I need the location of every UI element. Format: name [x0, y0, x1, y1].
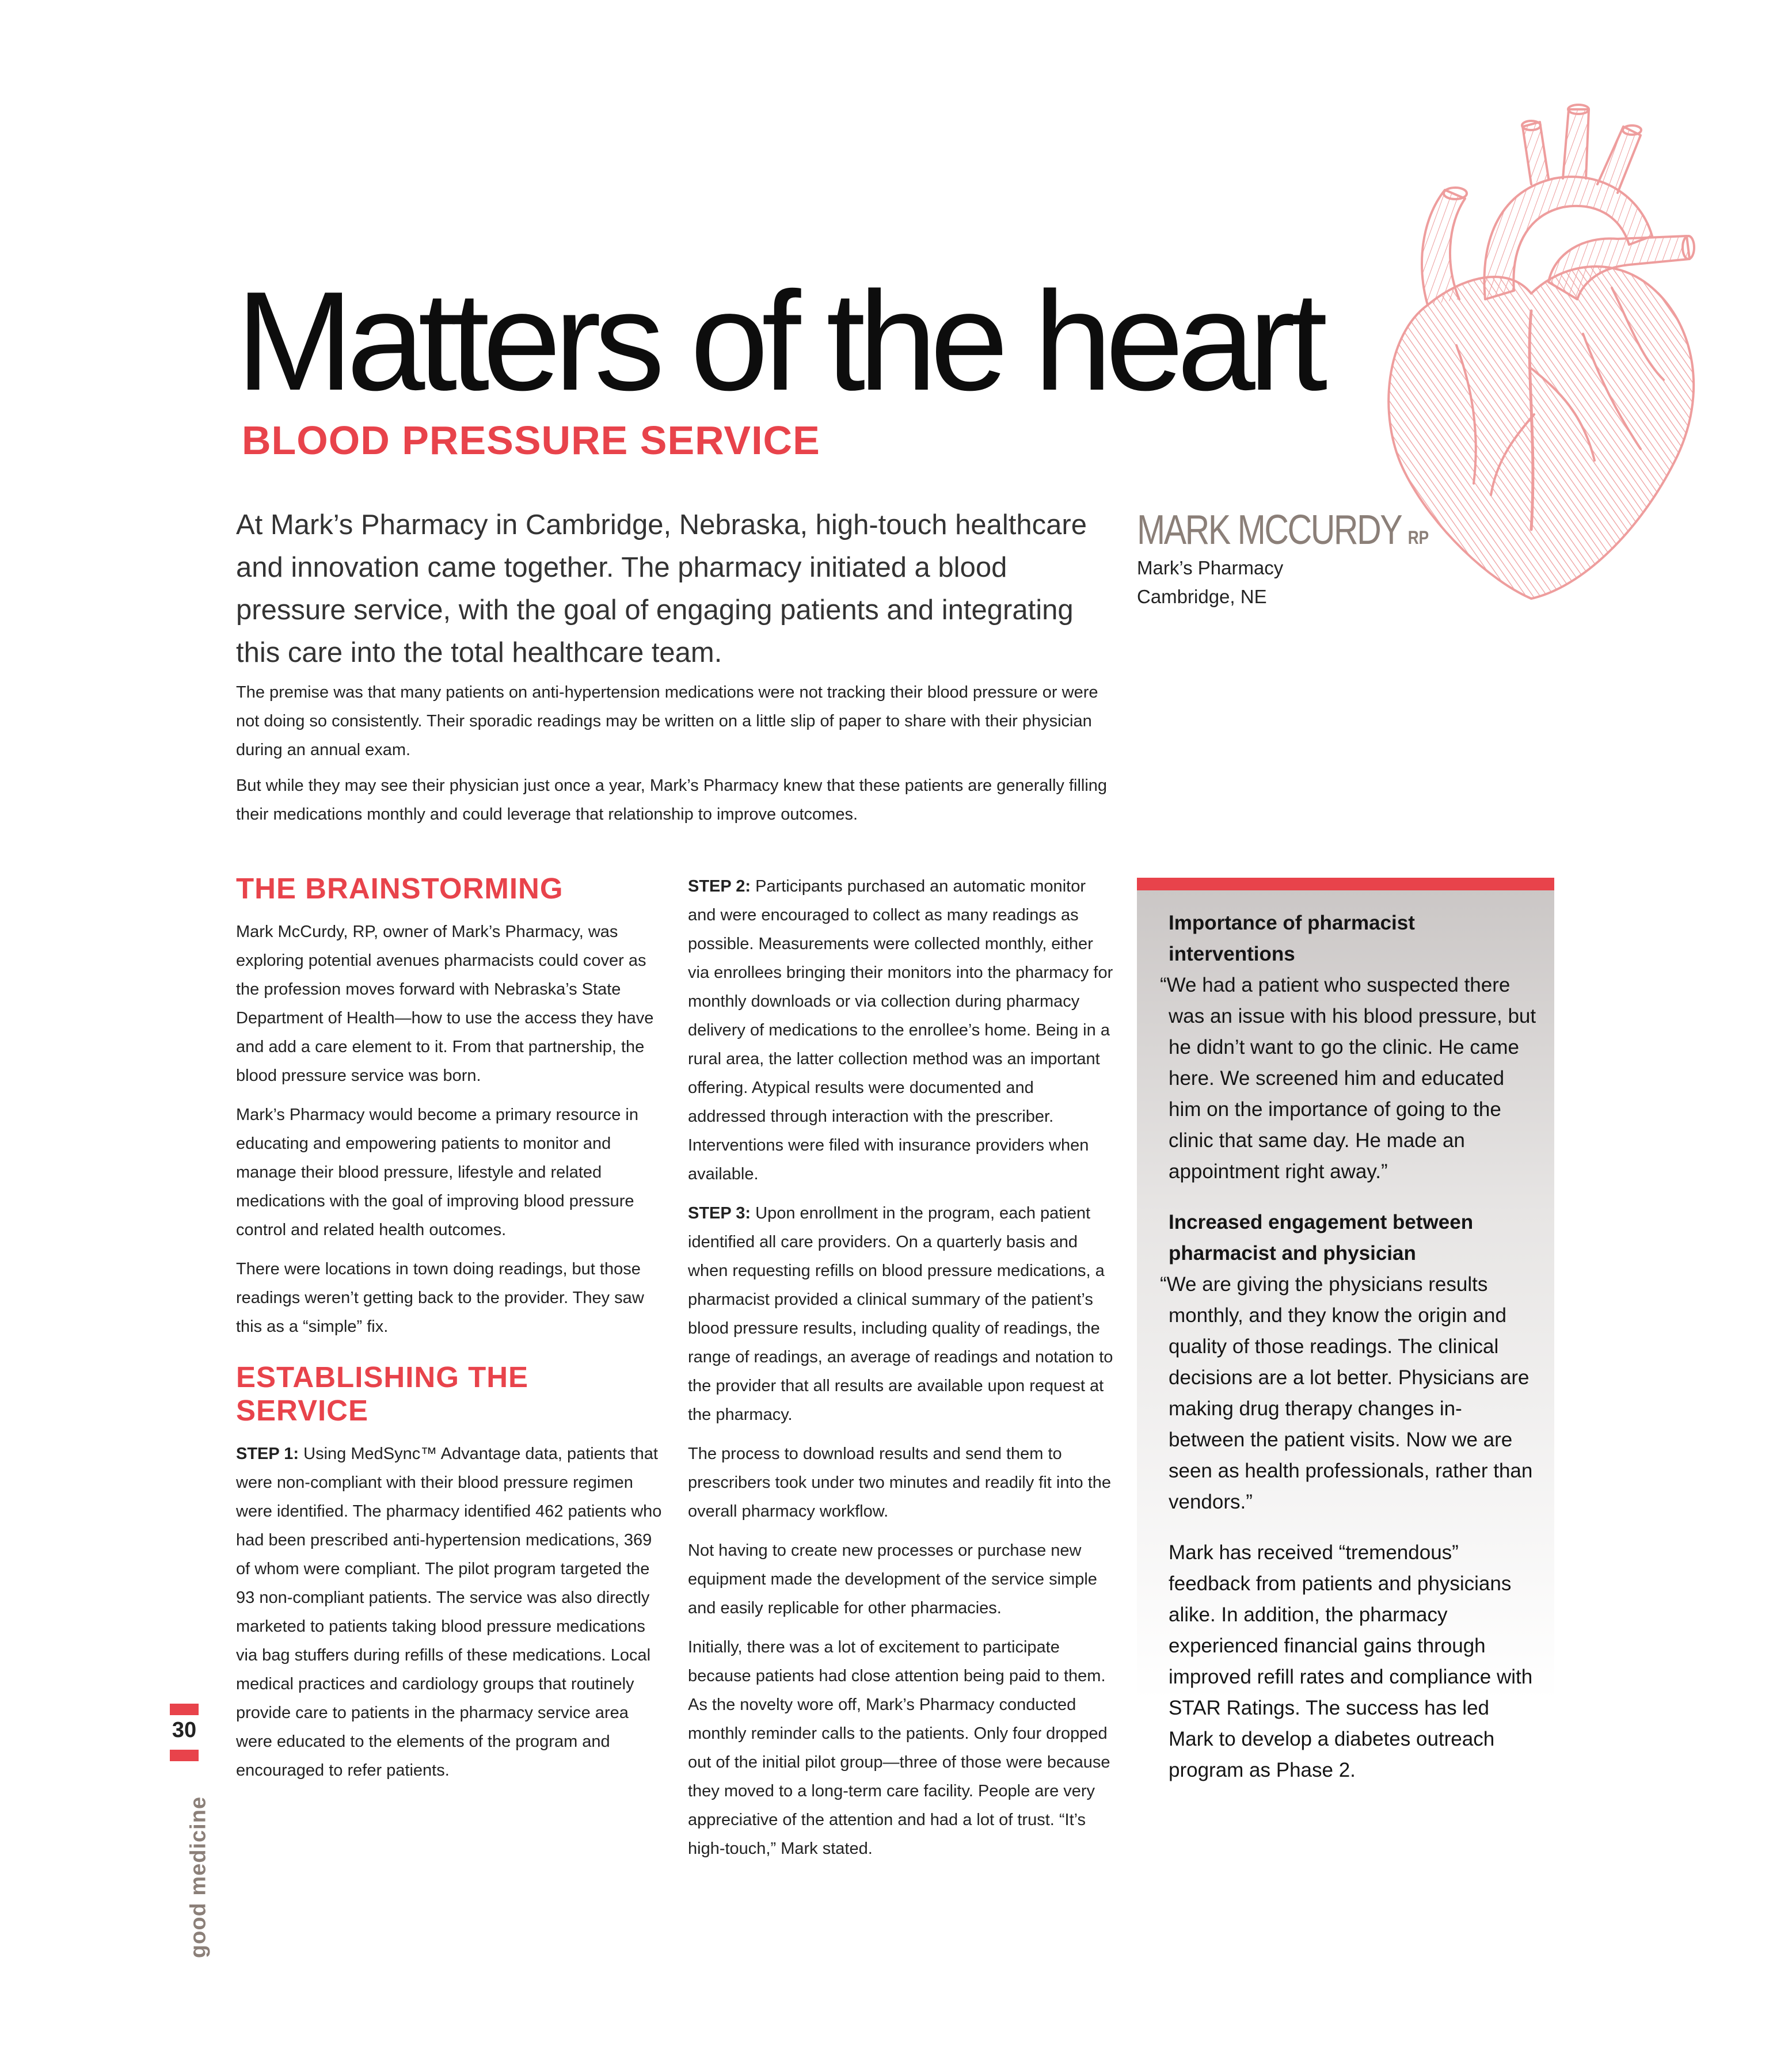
- lead-paragraph: At Mark’s Pharmacy in Cambridge, Nebraska, high-touch healthcare and innovation came together. The pharmacy initiated a blood pressure service, with the goal of engaging patients and integrating this care into the total healthcare team.: [236, 509, 1087, 668]
- page-number-bar: [170, 1704, 199, 1715]
- sidebar-quote: “We had a patient who suspected there was an issue with his blood pressure, but he didn’t want to go the clinic. He came here. We screened him and educated him on the importance of going to the clinic that same day. He made an appointment right away.”: [1160, 974, 1536, 1183]
- step-2-text: Participants purchased an automatic monitor and were encouraged to collect as many readings as possible. Measurements were collected monthly, either via enrollees bringing their monitors into the pharmacy for monthly downloads or via collection during pharmacy delivery of medications to the enrollee’s home. Being in a rural area, the latter collection method was an important offering. Atypical results were documented and addressed through interaction with the prescriber. Interventions were filed with insurance providers when available.: [688, 877, 1113, 1183]
- section-heading-brainstorming: THE BRAINSTORMING: [236, 872, 564, 905]
- author-organization: Mark’s Pharmacy: [1137, 557, 1284, 578]
- author-location: Cambridge, NE: [1137, 586, 1267, 607]
- article-subtitle: BLOOD PRESSURE SERVICE: [242, 418, 820, 463]
- article-column-middle: [688, 872, 1114, 1873]
- step-3-text: Upon enrollment in the program, each patient identified all care providers. On a quarterly basis and when requesting refills on blood pressure medications, a pharmacist provided a clinical summary of the patient’s blood pressure results, including quality of readings, the range of readings, an average of readings and notation to the provider that all results are available upon request at the pharmacy.: [688, 1204, 1113, 1424]
- body-paragraph: The process to download results and send them to prescribers took under two minutes and readily fit into the overall pharmacy workflow.: [688, 1445, 1112, 1521]
- step-3-label: STEP 3:: [688, 1204, 751, 1222]
- step-1-label: STEP 1:: [236, 1444, 299, 1463]
- article-column-left: [236, 872, 662, 1795]
- body-paragraph: There were locations in town doing readings, but those readings weren’t getting back to the provider. They saw this as a “simple” fix.: [236, 1259, 644, 1336]
- body-paragraph: Mark’s Pharmacy would become a primary resource in educating and empowering patients to monitor and manage their blood pressure, lifestyle and related medications with the goal of improving blood pressure control and related health outcomes.: [236, 1105, 638, 1239]
- step-1-text: Using MedSync™ Advantage data, patients that were non-compliant with their blood pressure regimen were identified. The pharmacy identified 462 patients who had been prescribed anti-hypertension medications, 369 of whom were compliant. The pilot program targeted the 93 non-compliant patients. The service was also directly marketed to patients taking blood pressure medications via bag stuffers during refills of these medications. Local medical practices and cardiology groups that routinely provide care to patients in the pharmacy service area were educated to the elements of the program and encouraged to refer patients.: [236, 1444, 662, 1780]
- author-name-text: MARK MCCURDY: [1137, 507, 1402, 553]
- sidebar-closing-paragraph: Mark has received “tremendous” feedback from patients and physicians alike. In addition, the pharmacy experienced financial gains through improved refill rates and compliance with STAR Ratings. The success has led Mark to develop a diabetes outreach program as Phase 2.: [1169, 1541, 1533, 1781]
- sidebar-accent-bar: [1137, 878, 1554, 890]
- sidebar-box: [1137, 890, 1554, 1811]
- article-title: Matters of the heart: [236, 262, 1321, 420]
- intro-paragraph: The premise was that many patients on anti-hypertension medications were not tracking their blood pressure or were not doing so consistently. Their sporadic readings may be written on a little slip of paper to share with their physician during an annual exam.: [236, 683, 1098, 759]
- author-name: [1137, 506, 1429, 554]
- sidebar-quote: “We are giving the physicians results monthly, and they know the origin and quality of those readings. The clinical decisions are a lot better. Physicians are making drug therapy changes in-between the patient visits. Now we are seen as health professionals, rather than vendors.”: [1160, 1273, 1533, 1513]
- sidebar-heading-interventions: Importance of pharmacist interventions: [1169, 912, 1415, 965]
- sidebar-heading-engagement: Increased engagement between pharmacist and physician: [1169, 1211, 1474, 1264]
- page-number: 30: [172, 1718, 197, 1742]
- section-heading-establishing: ESTABLISHING THE SERVICE: [236, 1360, 529, 1427]
- body-paragraph: Mark McCurdy, RP, owner of Mark’s Pharmacy, was exploring potential avenues pharmacists could cover as the profession moves forward with Nebraska’s State Department of Health—how to use the access they have and add a care element to it. From that partnership, the blood pressure service was born.: [236, 922, 654, 1085]
- author-credential: RP: [1407, 527, 1429, 548]
- step-2-paragraph: [688, 872, 1114, 1189]
- step-2-label: STEP 2:: [688, 877, 751, 896]
- intro-paragraph: But while they may see their physician just once a year, Mark’s Pharmacy knew that these patients are generally filling their medications monthly and could leverage that relationship to improve outcomes.: [236, 776, 1108, 824]
- publication-folio: good medicine: [186, 1796, 211, 1959]
- body-paragraph: Initially, there was a lot of excitement to participate because patients had close attention being paid to them. As the novelty wore off, Mark’s Pharmacy conducted monthly reminder calls to the patients. Only four dropped out of the initial pilot group—three of those were because they moved to a long-term care facility. People are very appreciative of the attention and had a lot of trust. “It’s high-touch,” Mark stated.: [688, 1638, 1110, 1858]
- step-3-paragraph: [688, 1199, 1114, 1429]
- page-number-bar: [170, 1750, 199, 1761]
- body-paragraph: Not having to create new processes or purchase new equipment made the development of the service simple and easily replicable for other pharmacies.: [688, 1541, 1097, 1617]
- step-1-paragraph: [236, 1439, 662, 1785]
